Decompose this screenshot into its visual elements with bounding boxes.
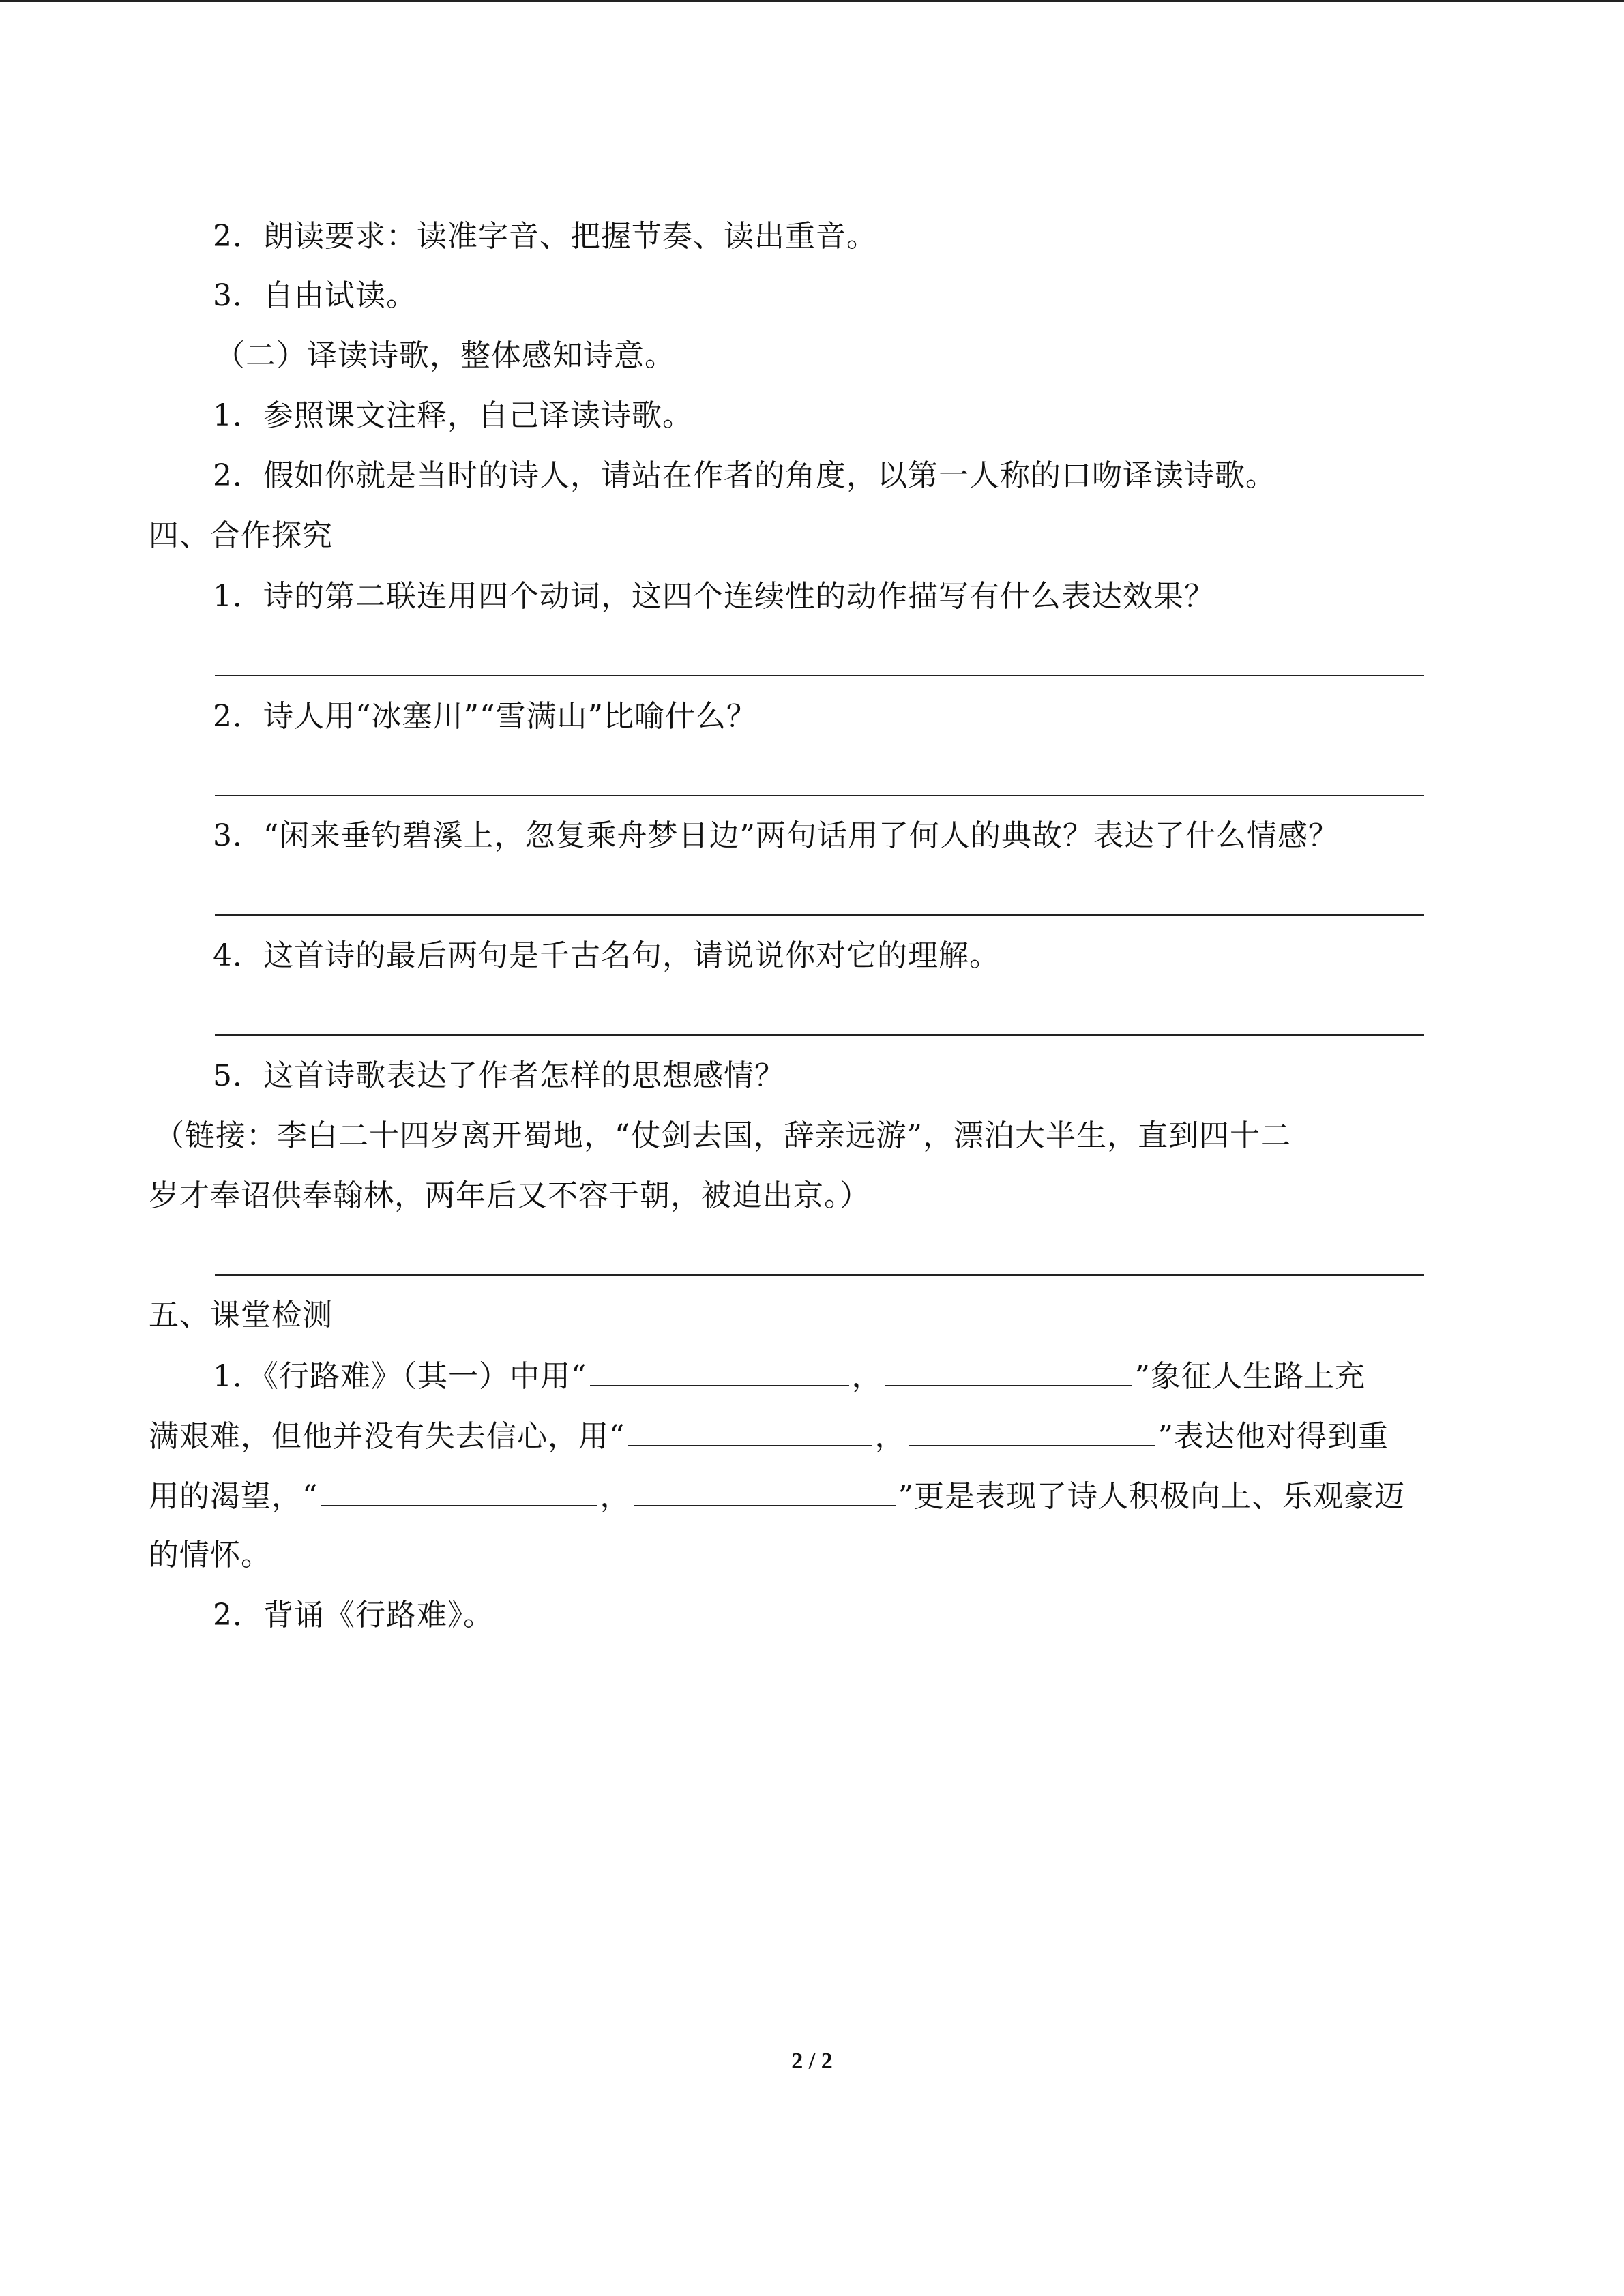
question-4-4: 4．这首诗的最后两句是千古名句，请说说你对它的理解。 xyxy=(213,938,1000,973)
link-note-line-2: 岁才奉诏供奉翰林，两年后又不容于朝，被迫出京。） xyxy=(149,1178,870,1213)
fill-text: ， xyxy=(851,1359,883,1394)
fill-text: ， xyxy=(874,1419,906,1454)
question-4-2: 2．诗人用“冰塞川”“雪满山”比喻什么？ xyxy=(213,699,757,734)
fill-in-line-4: 的情怀。 xyxy=(149,1538,271,1572)
fill-blank-5[interactable] xyxy=(321,1475,597,1506)
link-note-line-1: （链接：李白二十四岁离开蜀地，“仗剑去国，辞亲远游”，漂泊大半生，直到四十二 xyxy=(154,1118,1291,1153)
fill-in-line-3 xyxy=(149,1475,1405,1517)
answer-line-4-2[interactable] xyxy=(215,795,1424,796)
fill-blank-6[interactable] xyxy=(634,1475,896,1506)
fill-in-line-2 xyxy=(149,1415,1389,1457)
answer-line-4-5[interactable] xyxy=(215,1274,1424,1276)
recite-task: 2．背诵《行路难》。 xyxy=(213,1598,494,1632)
fill-text: 用的渴望，“ xyxy=(149,1479,319,1514)
fill-blank-2[interactable] xyxy=(885,1355,1132,1386)
top-border xyxy=(0,0,1624,2)
fill-text: 满艰难，但他并没有失去信心，用“ xyxy=(149,1419,625,1454)
fill-text: 1．《行路难》（其一）中用“ xyxy=(213,1359,587,1394)
question-4-5: 5．这首诗歌表达了作者怎样的思想感情？ xyxy=(213,1058,785,1093)
fill-text: ”表达他对得到重 xyxy=(1157,1419,1389,1454)
page-number: 2 / 2 xyxy=(791,2048,833,2074)
section-5-heading: 五、课堂检测 xyxy=(149,1298,333,1332)
fill-blank-1[interactable] xyxy=(590,1355,849,1386)
question-4-1: 1．诗的第二联连用四个动词，这四个连续性的动作描写有什么表达效果？ xyxy=(213,579,1215,614)
question-4-3: 3．“闲来垂钓碧溪上，忽复乘舟梦日边”两句话用了何人的典故？表达了什么情感？ xyxy=(213,818,1339,853)
fill-text: ， xyxy=(600,1479,631,1514)
free-reading: 3．自由试读。 xyxy=(213,278,417,313)
subsection-heading: （二）译读诗歌，整体感知诗意。 xyxy=(215,338,675,373)
reading-requirements: 2．朗读要求：读准字音、把握节奏、读出重音。 xyxy=(213,219,877,254)
fill-blank-4[interactable] xyxy=(909,1415,1155,1446)
answer-line-4-4[interactable] xyxy=(215,1034,1424,1036)
section-4-heading: 四、合作探究 xyxy=(149,518,333,553)
translate-step-1: 1．参照课文注释，自己译读诗歌。 xyxy=(213,398,693,433)
answer-line-4-1[interactable] xyxy=(215,675,1424,676)
fill-text: ”象征人生路上充 xyxy=(1134,1359,1365,1394)
fill-in-line-1 xyxy=(213,1355,1365,1397)
translate-step-2: 2．假如你就是当时的诗人，请站在作者的角度，以第一人称的口吻译读诗歌。 xyxy=(213,458,1276,493)
answer-line-4-3[interactable] xyxy=(215,914,1424,916)
fill-blank-3[interactable] xyxy=(628,1415,872,1446)
fill-text: ”更是表现了诗人积极向上、乐观豪迈 xyxy=(898,1479,1405,1514)
